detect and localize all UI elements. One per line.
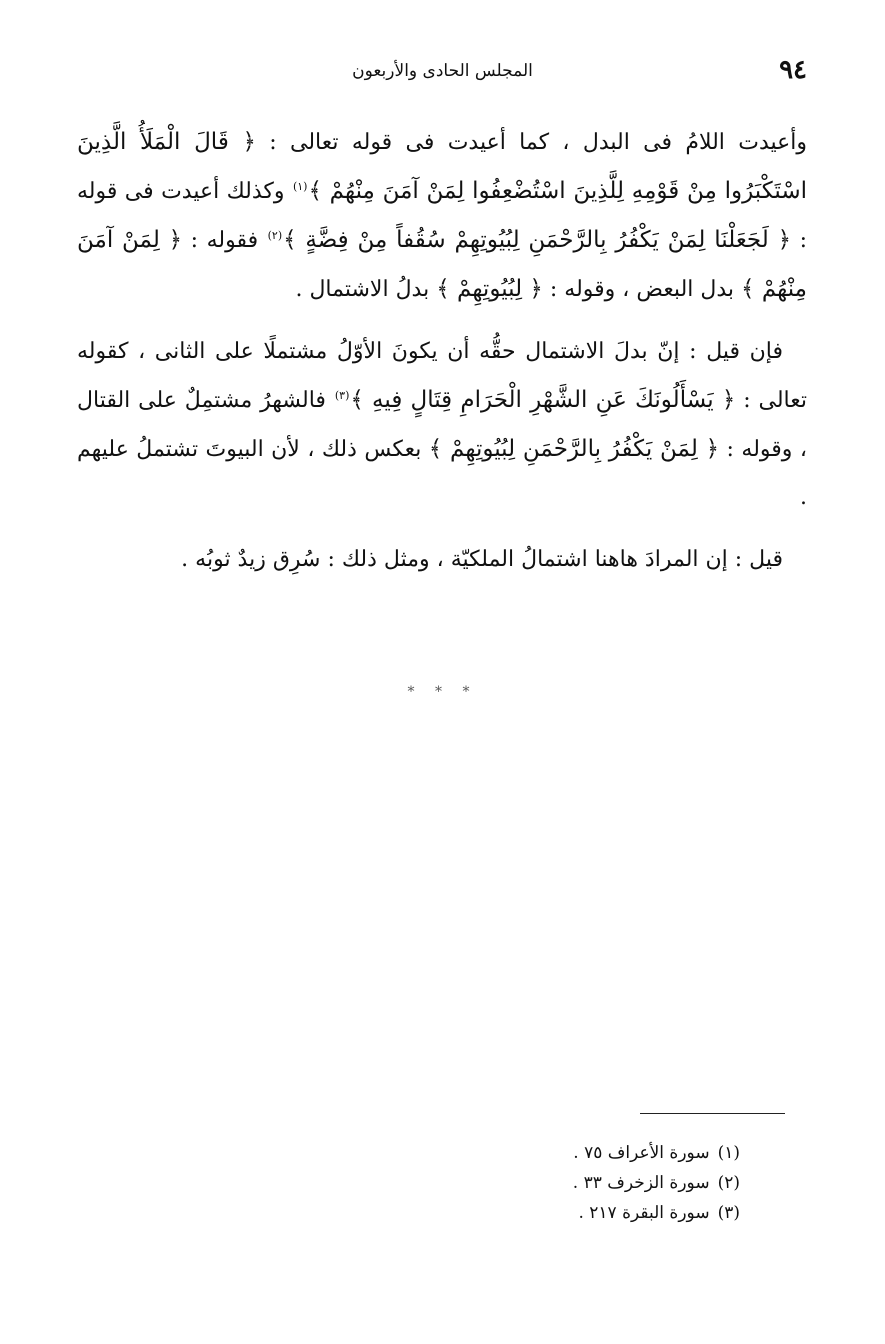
footnote-number: (٢) [717,1173,740,1193]
footnote-text: سورة الزخرف ٣٣ . [572,1173,710,1193]
page-header [78,52,807,88]
footnote-text: سورة البقرة ٢١٧ . [578,1203,710,1223]
footnote-divider [640,1113,785,1114]
footnote-item [340,1198,740,1228]
paragraph-2 [77,328,807,522]
quran-quote: ﴿ قَالَ الْمَلَأُ الَّذِينَ اسْتَكْبَرُوا مِنْ قَوْمِهِ لِلَّذِينَ اسْتُضْعِفُوا لِمَنْ آمَنَ مِنْهُمْ ﴾ [77,129,808,204]
page-number: ٩٤ [779,55,807,85]
footnote-item [340,1168,740,1198]
main-text [77,118,807,598]
footnote-number: (١) [717,1143,740,1163]
footnote-text: سورة الأعراف ٧٥ . [573,1143,710,1163]
paragraph-1 [77,118,807,314]
quran-quote: ﴿ لِمَنْ آمَنَ مِنْهُمْ ﴾ [77,227,807,302]
quran-quote: ﴿ لِبُيُوتِهِمْ ﴾ [436,276,543,302]
text-segment: فقوله : [182,228,267,253]
text-segment: فإن قيل : إنّ بدلَ الاشتمال حقُّه أن يكونَ الأوّلُ مشتملًا على الثانى ، كقوله تعالى : [77,339,807,413]
text-segment: وأعيدت اللامُ فى البدل ، كما أعيدت فى قوله تعالى : [255,130,807,155]
text-segment: فالشهرُ مشتمِلٌ على القتال ، وقوله : [77,388,807,462]
footnote-item [340,1138,740,1168]
footnote-number: (٣) [717,1203,740,1223]
text-segment: وكذلك أعيدت فى قوله : [77,179,807,253]
paragraph-3 [77,536,807,584]
quran-quote: ﴿ يَسْأَلُونَكَ عَنِ الشَّهْرِ الْحَرَامِ قِتَالٍ فِيهِ ﴾ [350,387,736,413]
text-segment: قيل : إن المرادَ هاهنا اشتمالُ الملكيّة ، ومثل ذلك : سُرِق زيدٌ ثوبُه . [181,547,783,572]
quran-quote: ﴿ لَجَعَلْنَا لِمَنْ يَكْفُرُ بِالرَّحْمَنِ لِبُيُوتِهِمْ سُقُفاً مِنْ فِضَّةٍ ﴾ [283,227,792,253]
quran-quote: ﴿ لِمَنْ يَكْفُرُ بِالرَّحْمَنِ لِبُيُوتِهِمْ ﴾ [428,436,720,462]
text-segment: بدلُ الاشتمال . [295,277,437,302]
footnotes [340,1138,740,1228]
text-segment: بدل البعض ، وقوله : [542,277,742,302]
running-title: المجلس الحادى والأربعون [352,61,533,81]
footnote-marker: (٢) [267,228,283,242]
section-separator: * * * [407,684,478,700]
footnote-marker: (١) [292,179,308,193]
footnote-marker: (٣) [334,388,350,402]
text-segment: بعكس ذلك ، لأن البيوتَ تشتملُ عليهم . [77,437,807,510]
